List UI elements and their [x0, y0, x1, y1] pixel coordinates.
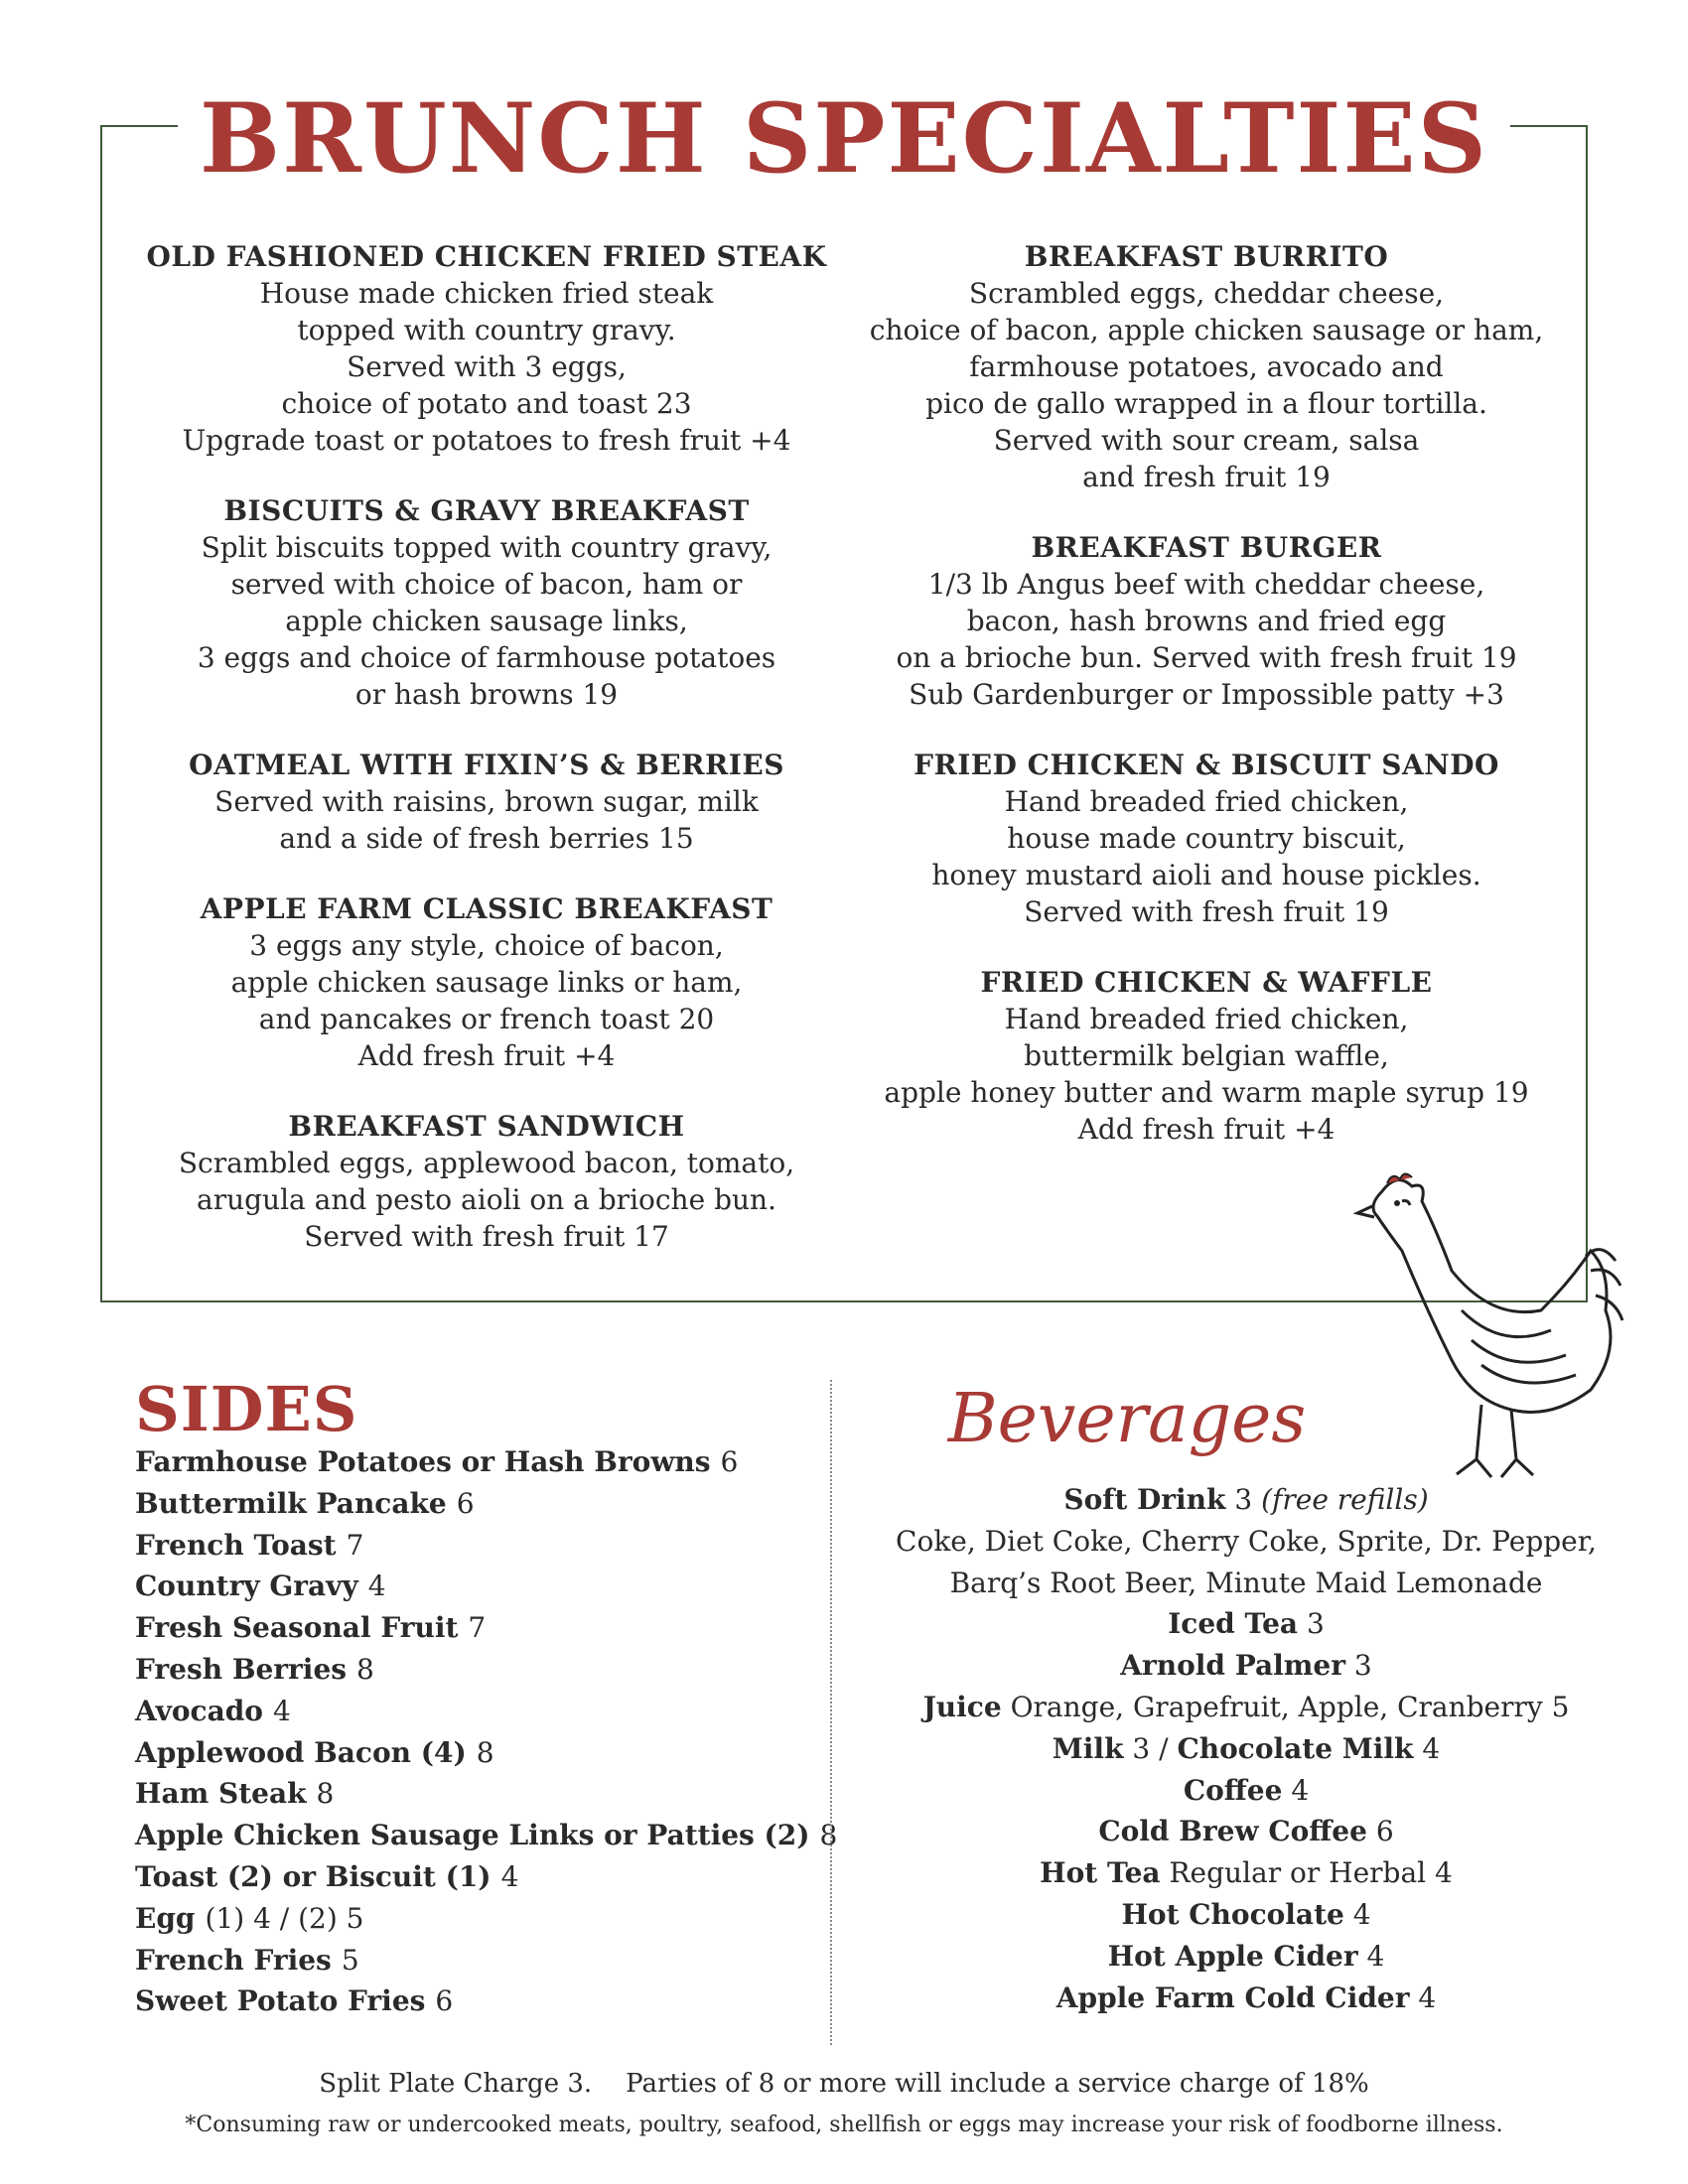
beverage-price: 5	[1551, 1690, 1570, 1723]
beverage-name: Coffee	[1183, 1773, 1283, 1807]
footer-disclaimer: *Consuming raw or undercooked meats, poultry, seafood, shellfish or eggs may increase your risk of foodborne illness.	[185, 2113, 1503, 2137]
menu-item	[129, 890, 844, 1074]
item-desc: and fresh fruit 19	[1082, 461, 1331, 493]
item-desc: Hand breaded fried chicken,	[1004, 1003, 1409, 1035]
beverage-note: (free refills)	[1261, 1483, 1429, 1516]
beverage-price: 6	[1375, 1815, 1394, 1848]
item-desc: House made chicken fried steak	[259, 277, 714, 310]
item-desc: Served with sour cream, salsa	[993, 424, 1420, 457]
item-name: BREAKFAST BURRITO	[1024, 240, 1389, 273]
item-desc: arugula and pesto aioli on a brioche bun.	[197, 1183, 776, 1216]
beverage-price: 4	[1422, 1731, 1441, 1765]
beverage-name: Juice	[922, 1690, 1002, 1723]
side-name: Toast (2) or Biscuit (1)	[135, 1859, 492, 1893]
item-desc: Split biscuits topped with country gravy,	[201, 531, 773, 564]
item-desc: Upgrade toast or potatoes to fresh fruit +4	[182, 424, 791, 457]
side-item	[135, 1483, 830, 1525]
item-desc: on a brioche bun. Served with fresh fruit 19	[896, 641, 1517, 674]
beverage-price: 4	[1291, 1773, 1310, 1807]
item-name: BISCUITS & GRAVY BREAKFAST	[223, 494, 750, 527]
item-desc: choice of potato and toast 23	[281, 387, 692, 420]
item-desc: 3 eggs and choice of farmhouse potatoes	[197, 641, 776, 674]
beverage-name: Chocolate Milk	[1177, 1731, 1414, 1765]
side-item	[135, 1566, 830, 1607]
item-desc: Scrambled eggs, cheddar cheese,	[968, 277, 1445, 310]
item-desc: buttermilk belgian waffle,	[1024, 1039, 1389, 1072]
item-desc: 3 eggs any style, choice of bacon,	[249, 929, 724, 962]
item-desc: Add fresh fruit +4	[1077, 1113, 1336, 1146]
beverage-item	[854, 1894, 1638, 1936]
beverage-price: 4	[1366, 1939, 1385, 1973]
beverage-price: 4	[1435, 1856, 1453, 1890]
item-desc: house made country biscuit,	[1007, 822, 1406, 855]
item-desc: Served with 3 eggs,	[347, 350, 627, 383]
menu-item	[844, 238, 1569, 495]
side-name: Buttermilk Pancake	[135, 1486, 447, 1520]
item-name: FRIED CHICKEN & WAFFLE	[980, 966, 1433, 999]
left-column	[129, 238, 844, 1289]
menu-item	[129, 492, 844, 713]
menu-item	[844, 747, 1569, 930]
side-price: 7	[346, 1528, 364, 1562]
side-name: Egg	[135, 1901, 196, 1935]
split-plate-charge: Split Plate Charge 3.	[319, 2069, 593, 2099]
item-name: OATMEAL WITH FIXIN’S & BERRIES	[189, 749, 784, 781]
item-desc: apple honey butter and warm maple syrup 19	[884, 1076, 1529, 1109]
side-name: Country Gravy	[135, 1570, 358, 1603]
title-wrap	[0, 84, 1688, 194]
side-name: Apple Chicken Sausage Links or Patties (2)	[135, 1819, 810, 1852]
side-price: 6	[456, 1486, 475, 1520]
item-desc: Scrambled eggs, applewood bacon, tomato,	[178, 1147, 795, 1179]
side-price: 6	[720, 1445, 739, 1478]
item-desc: honey mustard aioli and house pickles.	[931, 859, 1481, 891]
item-name: BREAKFAST BURGER	[1031, 531, 1382, 564]
side-name: Ham Steak	[135, 1777, 307, 1811]
side-name: Farmhouse Potatoes or Hash Browns	[135, 1445, 711, 1478]
item-desc: choice of bacon, apple chicken sausage or ham,	[869, 314, 1544, 346]
side-item	[135, 1525, 830, 1567]
item-desc: apple chicken sausage links or ham,	[230, 966, 743, 999]
item-desc: Served with fresh fruit 17	[304, 1220, 669, 1253]
beverage-price: 3	[1132, 1731, 1151, 1765]
beverage-desc: Orange, Grapefruit, Apple, Cranberry	[1010, 1690, 1543, 1723]
menu-item	[129, 747, 844, 857]
item-desc: served with choice of bacon, ham or	[230, 568, 743, 601]
item-name: OLD FASHIONED CHICKEN FRIED STEAK	[146, 240, 827, 273]
side-price: 8	[819, 1819, 838, 1852]
item-desc: bacon, hash browns and fried egg	[966, 605, 1447, 637]
beverage-desc: Barq’s Root Beer, Minute Maid Lemonade	[949, 1566, 1543, 1599]
beverage-item	[854, 1645, 1638, 1687]
beverage-item	[854, 1770, 1638, 1812]
menu-item	[844, 964, 1569, 1148]
beverage-desc: Coke, Diet Coke, Cherry Coke, Sprite, Dr. Pepper,	[896, 1524, 1597, 1558]
beverage-name: Hot Apple Cider	[1107, 1939, 1358, 1973]
sides-section	[135, 1373, 838, 2022]
beverage-price: 4	[1418, 1980, 1437, 2014]
side-price: 4	[272, 1694, 291, 1727]
side-price: 8	[476, 1735, 494, 1769]
beverage-name: Cold Brew Coffee	[1098, 1815, 1367, 1848]
side-name: French Toast	[135, 1528, 337, 1562]
party-service-charge: Parties of 8 or more will include a service charge of 18%	[626, 2069, 1369, 2099]
item-desc: Hand breaded fried chicken,	[1004, 785, 1409, 818]
side-item	[135, 1898, 830, 1940]
side-price: 4	[500, 1859, 519, 1893]
beverage-name: Hot Chocolate	[1121, 1897, 1344, 1931]
item-name: APPLE FARM CLASSIC BREAKFAST	[200, 892, 774, 925]
beverage-name: Arnold Palmer	[1120, 1649, 1345, 1683]
side-item	[135, 1815, 838, 1856]
item-name: BREAKFAST SANDWICH	[288, 1110, 685, 1143]
beverage-name: Iced Tea	[1168, 1607, 1299, 1641]
beverage-item	[854, 1728, 1638, 1770]
side-name: Fresh Seasonal Fruit	[135, 1611, 459, 1645]
beverages-section	[854, 1370, 1638, 2018]
side-price: 7	[468, 1611, 487, 1645]
beverage-item	[854, 1852, 1638, 1894]
beverage-price: 3	[1234, 1483, 1253, 1516]
beverage-item	[854, 1811, 1638, 1852]
beverage-separator: /	[1159, 1731, 1169, 1765]
side-price: 5	[341, 1943, 359, 1977]
beverage-name: Hot Tea	[1040, 1856, 1161, 1890]
side-item	[135, 1732, 830, 1774]
beverage-price: 3	[1353, 1649, 1372, 1683]
side-name: Sweet Potato Fries	[135, 1984, 426, 2018]
side-item	[135, 1856, 830, 1898]
item-desc: farmhouse potatoes, avocado and	[969, 350, 1444, 383]
page-title: BRUNCH SPECIALTIES	[178, 84, 1510, 194]
item-desc: topped with country gravy.	[297, 314, 676, 346]
side-item	[135, 1607, 830, 1649]
right-column	[844, 238, 1569, 1181]
beverage-item	[854, 1479, 1638, 1521]
beverage-price: 3	[1306, 1607, 1325, 1641]
side-price: 4	[367, 1570, 386, 1603]
beverage-price: 4	[1352, 1897, 1371, 1931]
item-desc: apple chicken sausage links,	[285, 605, 688, 637]
side-price: 8	[316, 1777, 335, 1811]
menu-item	[129, 238, 844, 459]
footer-charges	[0, 2069, 1688, 2099]
menu-item	[844, 529, 1569, 713]
side-price: 6	[435, 1984, 454, 2018]
item-desc: Served with fresh fruit 19	[1024, 895, 1389, 928]
item-desc: and pancakes or french toast 20	[258, 1003, 715, 1035]
side-name: Fresh Berries	[135, 1652, 348, 1686]
side-price: (1) 4 / (2) 5	[205, 1901, 364, 1935]
side-name: Avocado	[135, 1694, 263, 1727]
beverage-item	[854, 1978, 1638, 2019]
side-name: Applewood Bacon (4)	[135, 1735, 467, 1769]
side-price: 8	[356, 1652, 374, 1686]
menu-item	[129, 1108, 844, 1255]
item-desc: pico de gallo wrapped in a flour tortilla.	[925, 387, 1487, 420]
item-desc: Sub Gardenburger or Impossible patty +3	[909, 678, 1504, 711]
side-name: French Fries	[135, 1943, 332, 1977]
beverage-item	[854, 1603, 1638, 1645]
side-item	[135, 1980, 830, 2022]
beverage-desc: Regular or Herbal	[1169, 1856, 1427, 1890]
item-desc: or hash browns 19	[354, 678, 619, 711]
sides-title: SIDES	[135, 1373, 358, 1445]
beverage-item	[854, 1687, 1638, 1728]
side-item	[135, 1940, 830, 1981]
beverage-name: Apple Farm Cold Cider	[1055, 1980, 1410, 2014]
item-desc: Served with raisins, brown sugar, milk	[214, 785, 759, 818]
section-divider	[830, 1380, 832, 2045]
item-desc: and a side of fresh berries 15	[279, 822, 694, 855]
beverages-title: Beverages	[947, 1380, 1307, 1458]
side-item	[135, 1691, 830, 1732]
item-desc: 1/3 lb Angus beef with cheddar cheese,	[927, 568, 1485, 601]
side-item	[135, 1649, 830, 1691]
side-item	[135, 1773, 830, 1815]
item-name: FRIED CHICKEN & BISCUIT SANDO	[914, 749, 1499, 781]
beverage-name: Soft Drink	[1063, 1483, 1226, 1516]
item-desc: Add fresh fruit +4	[357, 1039, 616, 1072]
beverage-name: Milk	[1052, 1731, 1124, 1765]
beverage-item	[854, 1936, 1638, 1978]
